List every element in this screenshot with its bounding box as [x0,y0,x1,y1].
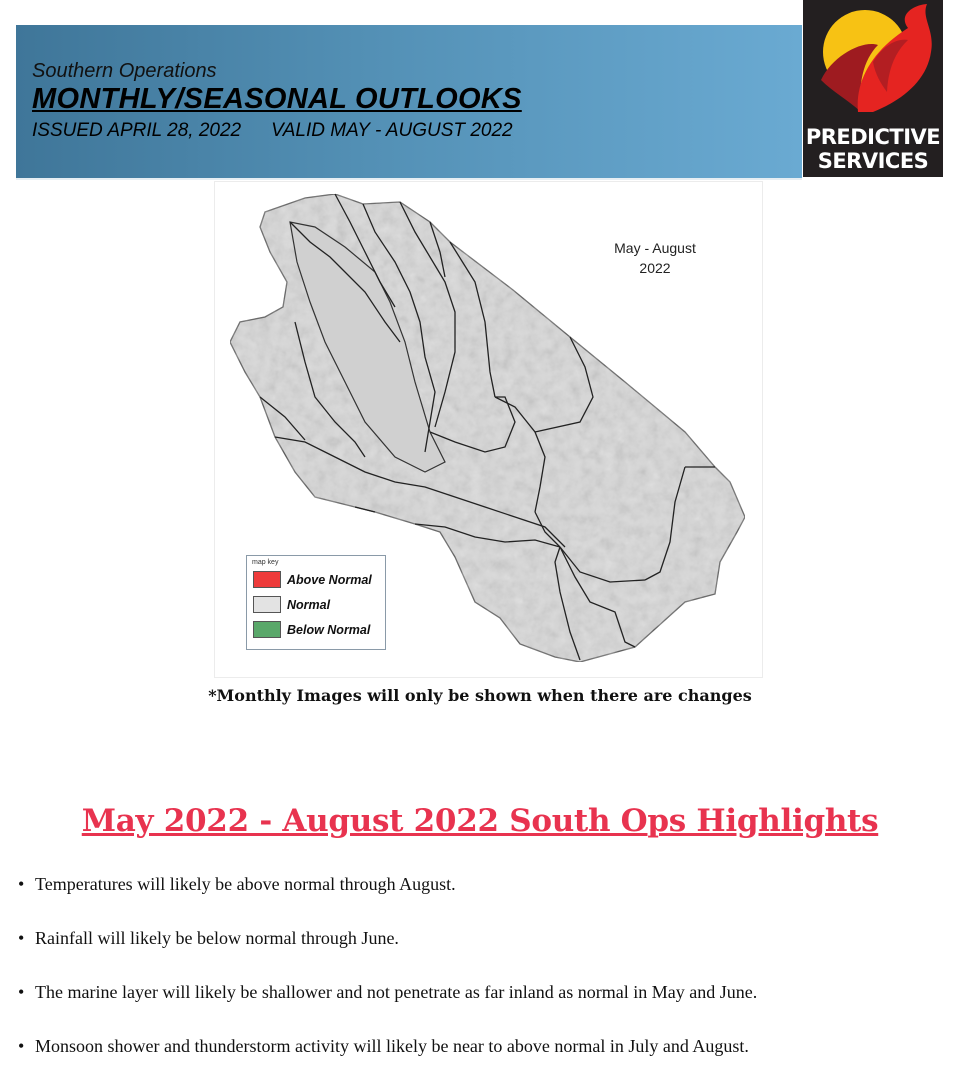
legend-label: Above Normal [287,572,372,587]
valid-period: VALID MAY - AUGUST 2022 [271,120,513,141]
issued-date: ISSUED APRIL 28, 2022 [32,120,242,141]
header-banner [16,24,802,180]
highlight-text: The marine layer will likely be shallower and not penetrate as far inland as normal in May and June. [35,982,758,1002]
legend-title: map key [252,559,279,566]
list-item [18,928,948,982]
map-caption-year: 2022 [639,260,671,276]
map-legend [246,555,386,650]
highlights-heading: May 2022 - August 2022 South Ops Highlights [81,803,879,839]
issue-dates [32,120,513,142]
legend-item-normal [253,595,330,614]
legend-swatch-normal [253,596,281,613]
highlight-text: Rainfall will likely be below normal through June. [35,928,399,948]
logo-line1: PREDICTIVE [805,125,941,149]
legend-swatch-above-normal [253,571,281,588]
predictive-services-logo [803,0,943,177]
legend-swatch-below-normal [253,621,281,638]
highlights-list [18,874,948,1090]
bullet-icon: • [18,874,25,894]
legend-item-above-normal [253,570,372,589]
list-item [18,874,948,928]
banner-subtitle: Southern Operations [32,60,217,82]
map-caption [595,238,715,278]
map-caption-period: May - August [614,240,696,256]
monthly-images-note: *Monthly Images will only be shown when there are changes [208,686,752,705]
legend-label: Below Normal [287,622,371,637]
flame-sun-icon [803,0,943,125]
logo-line2: SERVICES [817,149,929,173]
banner-title: MONTHLY/SEASONAL OUTLOOKS [32,83,522,115]
legend-item-below-normal [253,620,370,639]
highlight-text: Temperatures will likely be above normal through August. [35,874,456,894]
legend-label: Normal [287,597,331,612]
highlight-text: Monsoon shower and thunderstorm activity will likely be near to above normal in July and August. [35,1036,749,1056]
bullet-icon: • [18,982,25,1002]
list-item [18,982,948,1036]
bullet-icon: • [18,928,25,948]
list-item [18,1036,948,1090]
bullet-icon: • [18,1036,25,1056]
outlook-map [214,181,763,678]
